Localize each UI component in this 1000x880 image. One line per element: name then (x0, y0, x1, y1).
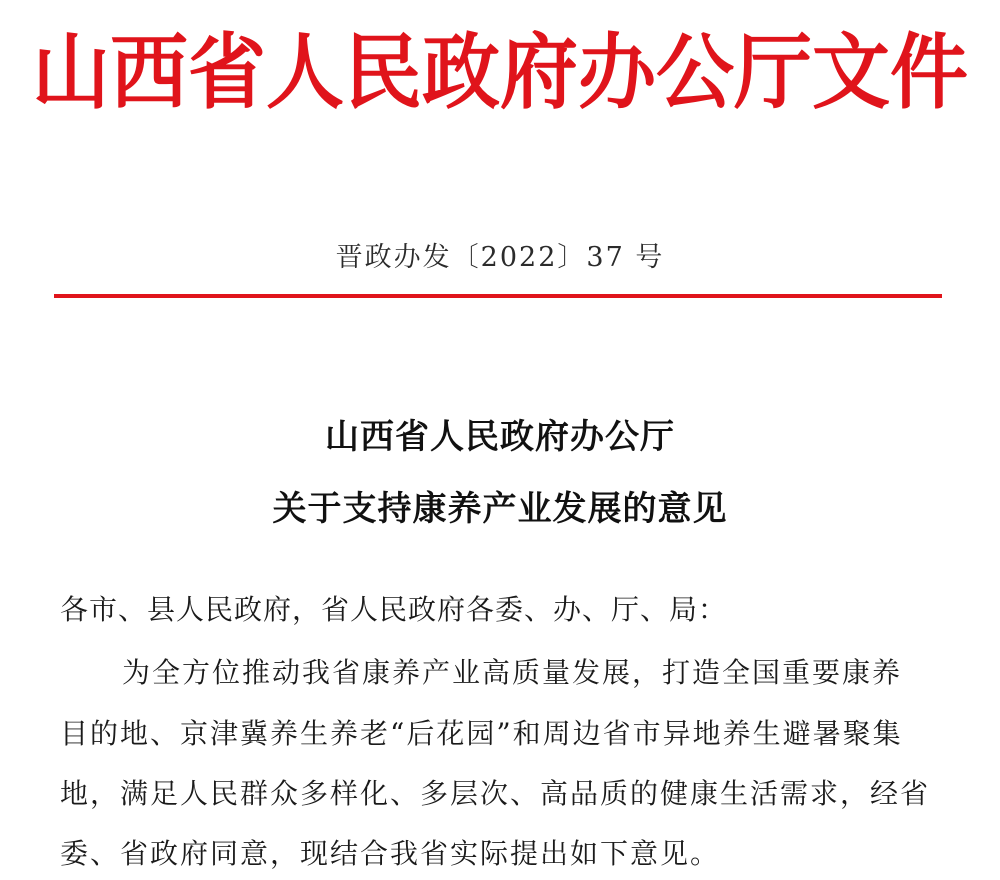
red-divider (54, 294, 942, 298)
paragraph-line: 为全方位推动我省康养产业高质量发展，打造全国重要康养 (122, 656, 903, 689)
document-title-line-1: 山西省人民政府办公厅 (325, 417, 675, 457)
paragraph-line: 委、省政府同意，现结合我省实际提出如下意见。 (60, 837, 721, 870)
salutation: 各市、县人民政府，省人民政府各委、办、厅、局： (60, 593, 728, 626)
document-number: 晋政办发〔2022〕37 号 (335, 242, 665, 273)
issuer-header: 山西省人民政府办公厅文件 (31, 24, 968, 121)
document-title-line-2: 关于支持康养产业发展的意见 (272, 489, 728, 529)
paragraph-line: 地，满足人民群众多样化、多层次、高品质的健康生活需求，经省 (60, 777, 931, 810)
paragraph-line: 目的地、京津冀养生养老“后花园”和周边省市异地养生避暑聚集 (60, 717, 903, 750)
